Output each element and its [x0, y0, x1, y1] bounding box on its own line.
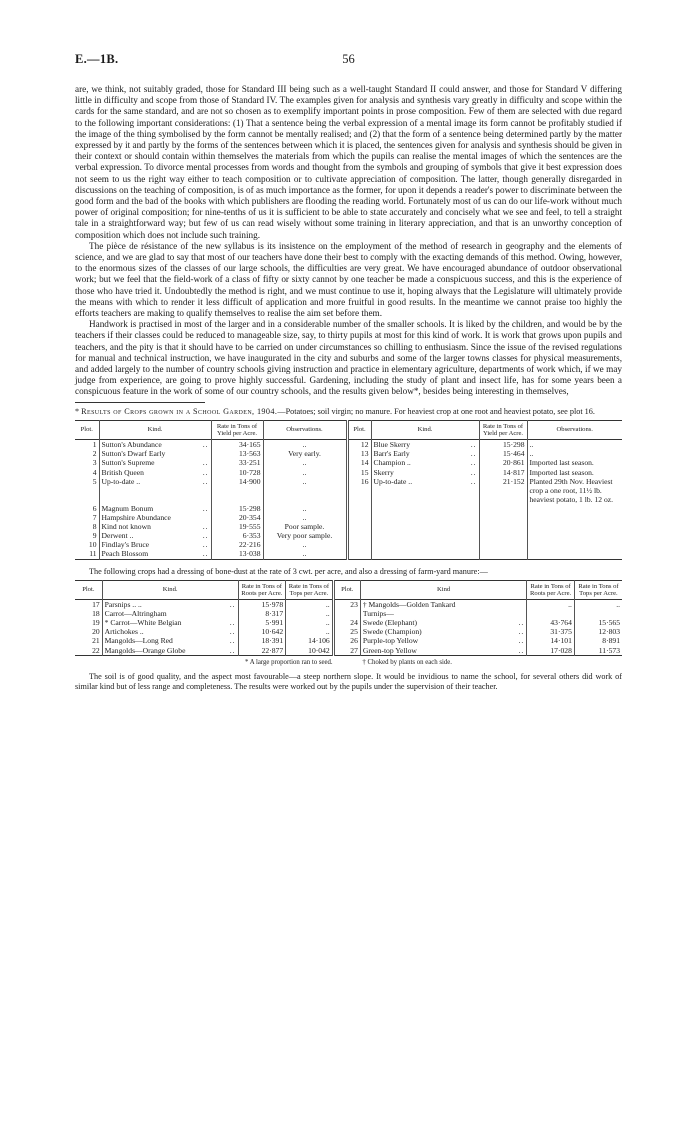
observation: .. [263, 513, 347, 522]
plot-number: 6 [92, 503, 97, 513]
plot-number: 10 [88, 540, 97, 550]
tops-value: .. [574, 600, 622, 610]
kind-label: Swede (Champion) [362, 627, 422, 637]
kind-label: Champion .. [373, 458, 411, 468]
kind-cell [102, 636, 238, 645]
kind-cell [99, 477, 211, 504]
kind-cell [371, 504, 479, 513]
kind-cell [99, 513, 211, 522]
potato-results-table [75, 420, 622, 560]
kind-label: Parsnips .. .. [104, 600, 142, 610]
observation [527, 540, 622, 549]
kind-cell [99, 531, 211, 540]
observation: Imported last season. [527, 468, 622, 477]
kind-cell [102, 618, 238, 627]
kind-label: Turnips— [362, 609, 394, 619]
col-observations: Observations. [263, 420, 347, 440]
footnote-seed: * A large proportion ran to seed. [244, 658, 333, 666]
table-row [75, 458, 622, 467]
leader-dots: .. [229, 636, 236, 646]
kind-label: Hampshire Abundance [101, 513, 171, 523]
col-plot: Plot. [82, 586, 95, 594]
kind-cell [371, 477, 479, 504]
observation: .. [263, 440, 347, 450]
plot-number: 25 [333, 627, 360, 636]
kind-label: Skerry [373, 467, 394, 477]
rate-value: 13·038 [211, 549, 263, 559]
table-row [75, 549, 622, 559]
table-row [75, 636, 622, 645]
kind-label: † Mangolds—Golden Tankard [362, 600, 456, 610]
table-row [75, 513, 622, 522]
closing-paragraph: The soil is of good quality, and the aspect most favourable—a steep northern slope. It would be invidious to name the school, for several others did work of similar kind but of less range and completeness. The results were worked out by the pupils under the supervision of their teacher. [75, 671, 622, 691]
rate-value: 15·298 [479, 440, 527, 450]
note-marker: * [75, 406, 82, 416]
tops-value [574, 609, 622, 618]
kind-label: British Queen [101, 467, 144, 477]
table-row [75, 504, 622, 513]
kind-cell [371, 549, 479, 559]
roots-value: 5·991 [238, 618, 286, 627]
col-kind-right: Kind. [371, 420, 479, 440]
col-rate: Rate in Tons of Yield per Acre. [211, 420, 263, 440]
rate-value [479, 522, 527, 531]
col-plot: Plot. [80, 426, 93, 434]
col-rate-right: Rate in Tons of Yield per Acre. [479, 420, 527, 440]
roots-value: 15·978 [238, 600, 286, 610]
potato-results-body [75, 440, 622, 559]
rate-value: 13·563 [211, 449, 263, 458]
kind-label: Green-top Yellow [362, 645, 417, 655]
plot-number: 14 [347, 458, 371, 467]
plot-number: 5 [92, 476, 97, 486]
leader-dots: .. [202, 503, 209, 513]
col-roots-right: Rate in Tons of Roots per Acre. [527, 580, 575, 600]
rate-value [479, 540, 527, 549]
table-row [75, 468, 622, 477]
kind-cell [102, 600, 238, 610]
rate-value: 22·216 [211, 540, 263, 549]
roots-results-table [75, 580, 622, 656]
kind-cell [371, 468, 479, 477]
kind-label: Blue Skerry [373, 440, 410, 450]
roots-value: 10·642 [238, 627, 286, 636]
kind-cell [99, 540, 211, 549]
leader-dots: .. [202, 540, 209, 550]
roots-value: 31·375 [527, 627, 575, 636]
kind-cell [99, 549, 211, 559]
plot-number: 8 [92, 522, 97, 532]
kind-cell [360, 600, 526, 610]
kind-label: Sutton's Abundance [101, 440, 162, 450]
plot-number: 12 [347, 440, 371, 450]
plot-number: 2 [92, 449, 97, 459]
table-row [75, 477, 622, 504]
roots-value: 22·877 [238, 646, 286, 656]
rate-value: 34·165 [211, 440, 263, 450]
table-header-row [75, 420, 622, 440]
kind-cell [360, 627, 526, 636]
leader-dots: .. [518, 645, 525, 655]
plot-number: 4 [92, 467, 97, 477]
rate-value [479, 531, 527, 540]
table-row [75, 618, 622, 627]
kind-label: Derwent .. [101, 531, 134, 541]
leader-dots: .. [202, 549, 209, 559]
kind-label: Magnum Bonum [101, 503, 154, 513]
table-header-row [75, 580, 622, 600]
observation: .. [263, 458, 347, 467]
observation: Planted 29th Nov. Heaviest crop a one root, 11½ lb. heaviest potato, 1 lb. 12 oz. [527, 477, 622, 504]
kind-label: Up-to-date .. [101, 476, 141, 486]
leader-dots: .. [470, 476, 477, 486]
plot-number: 19 [92, 618, 100, 628]
plot-number: 24 [333, 618, 360, 627]
kind-label: Peach Blossom [101, 549, 149, 559]
leader-dots: .. [202, 522, 209, 532]
roots-value: 18·391 [238, 636, 286, 645]
note-text: —Potatoes; soil virgin; no manure. For heaviest crop at one root and heaviest potato, see plot 16. [277, 406, 595, 416]
table-footnotes [75, 659, 622, 666]
kind-cell [371, 449, 479, 458]
col-kind-right: Kind [360, 580, 526, 600]
plot-number: 21 [92, 636, 100, 646]
rate-value: 14·817 [479, 468, 527, 477]
kind-label: Carrot—Altringham [104, 609, 167, 619]
rate-value: 20·354 [211, 513, 263, 522]
rate-value: 15·298 [211, 504, 263, 513]
observation [527, 513, 622, 522]
leader-dots: .. [229, 600, 236, 610]
tops-value: .. [286, 618, 334, 627]
plot-number [347, 549, 371, 559]
col-roots: Rate in Tons of Roots per Acre. [238, 580, 286, 600]
col-observations-right: Observations. [527, 420, 622, 440]
kind-cell [99, 458, 211, 467]
footnote-rule [75, 402, 205, 403]
col-tops: Rate in Tons of Tops per Acre. [286, 580, 334, 600]
kind-label: Findlay's Bruce [101, 540, 150, 550]
kind-cell [360, 609, 526, 618]
table-row [75, 627, 622, 636]
manure-note: The following crops had a dressing of bone-dust at the rate of 3 cwt. per acre, and also a dressing of farm-yard manure:— [89, 566, 488, 576]
kind-label: Barr's Early [373, 449, 410, 459]
kind-label: * Carrot—White Belgian [104, 618, 182, 628]
rate-value [479, 504, 527, 513]
kind-cell [99, 468, 211, 477]
col-plot-right: Plot. [347, 420, 371, 440]
plot-number: 13 [347, 449, 371, 458]
tops-value: 14·106 [286, 636, 334, 645]
table-row [75, 531, 622, 540]
rate-value [479, 549, 527, 559]
observation: Very poor sample. [263, 531, 347, 540]
kind-label: Kind not known [101, 522, 151, 532]
kind-cell [102, 646, 238, 656]
col-tops-right: Rate in Tons of Tops per Acre. [574, 580, 622, 600]
rate-value: 19·555 [211, 522, 263, 531]
kind-label: Sutton's Dwarf Early [101, 449, 166, 459]
tops-value: 11·573 [574, 646, 622, 656]
tops-value: 10·042 [286, 646, 334, 656]
observation: Very early. [263, 449, 347, 458]
leader-dots: .. [518, 618, 525, 628]
roots-value [527, 609, 575, 618]
kind-cell [99, 440, 211, 450]
kind-label: Purple-top Yellow [362, 636, 419, 646]
plot-number: 17 [92, 600, 100, 610]
kind-cell [371, 540, 479, 549]
rate-value: 15·464 [479, 449, 527, 458]
observation [527, 549, 622, 559]
col-kind: Kind. [102, 580, 238, 600]
leader-dots: .. [202, 476, 209, 486]
leader-dots: .. [229, 645, 236, 655]
plot-number [347, 540, 371, 549]
rate-value: 20·861 [479, 458, 527, 467]
observation [527, 522, 622, 531]
kind-cell [99, 449, 211, 458]
note-heading: Results of Crops grown in a School Garden, 1904. [81, 406, 278, 416]
plot-number: 22 [92, 645, 100, 655]
plot-number: 16 [347, 477, 371, 504]
plot-number: 23 [333, 600, 360, 610]
leader-dots: .. [518, 627, 525, 637]
observation: Imported last season. [527, 458, 622, 467]
table-row [75, 449, 622, 458]
rate-value: 21·152 [479, 477, 527, 504]
document-page [75, 52, 622, 700]
plot-number: 11 [89, 549, 97, 559]
rate-value: 6·353 [211, 531, 263, 540]
leader-dots: .. [470, 440, 477, 450]
plot-number: 1 [92, 440, 97, 450]
col-kind: Kind. [99, 420, 211, 440]
plot-number: 20 [92, 627, 100, 637]
rate-value: 14·900 [211, 477, 263, 504]
page-header [75, 52, 622, 76]
table-row [75, 540, 622, 549]
leader-dots: .. [470, 458, 477, 468]
leader-dots: .. [518, 636, 525, 646]
report-reference: E.—1B. [75, 52, 119, 66]
plot-number [333, 609, 360, 618]
plot-number: 9 [92, 531, 97, 541]
kind-label: Artichokes .. [104, 627, 144, 637]
kind-cell [99, 522, 211, 531]
leader-dots: .. [470, 449, 477, 459]
table-row [75, 522, 622, 531]
kind-label: Mangolds—Orange Globe [104, 645, 186, 655]
leader-dots: .. [470, 467, 477, 477]
page-number: 56 [342, 52, 355, 66]
observation [527, 531, 622, 540]
leader-dots: .. [202, 531, 209, 541]
leader-dots: .. [229, 618, 236, 628]
kind-cell [99, 504, 211, 513]
kind-cell [360, 636, 526, 645]
kind-cell [371, 522, 479, 531]
paragraph-handwork: Handwork is practised in most of the larger and in a considerable number of the smaller schools. It is liked by the children, and would be by the teachers if their classes could be reduced to manageable size, say, to thirty pupils at most for this kind of work. It is work that grows upon pupils and teachers, and the pity is that it should have to be carried on under circumstances so chilling to enthusiasm. Since the issue of the revised regulations for manual and technical instruction, we have inaugurated in the city and suburbs and some of the larger towns classes for physical measurements, and added largely to the number of country schools giving instruction and practice in elementary agriculture, departments of work which, if we may judge from experience, are going to prove highly successful. Gardening, including the study of plant and insect life, has for some years been a conspicuous feature in the work of some of our country schools, and the results given below*, besides being interesting in themselves, [75, 319, 622, 397]
plot-number: 3 [92, 458, 97, 468]
kind-cell [371, 440, 479, 450]
kind-cell [102, 609, 238, 618]
plot-number [347, 513, 371, 522]
rate-value: 33·251 [211, 458, 263, 467]
kind-cell [102, 627, 238, 636]
tops-value: 15·565 [574, 618, 622, 627]
kind-cell [371, 531, 479, 540]
col-plot-right: Plot. [333, 580, 360, 600]
plot-number: 27 [333, 646, 360, 656]
tops-value: .. [286, 627, 334, 636]
plot-number: 18 [92, 609, 100, 619]
rate-value: 10·728 [211, 468, 263, 477]
table-row [75, 646, 622, 656]
kind-label: Swede (Elephant) [362, 618, 418, 628]
leader-dots: .. [202, 467, 209, 477]
table-row [75, 600, 622, 610]
kind-label: Mangolds—Long Red [104, 636, 173, 646]
plot-number [347, 531, 371, 540]
kind-cell [371, 513, 479, 522]
plot-number: 7 [92, 513, 97, 523]
footnote-choked: † Choked by plants on each side. [362, 658, 453, 666]
roots-value: 43·764 [527, 618, 575, 627]
kind-label: Up-to-date .. [373, 476, 413, 486]
tops-value: 8·891 [574, 636, 622, 645]
paragraph-composition: are, we think, not suitably graded, those for Standard III being such as a well-taught Standard II could answer, and those for Standard V differing little in difficulty and scope from those of Standard IV. The examples given for analysis and synthesis vary greatly in difficulty and scope within the cards for the same standard, and are not so chosen as to exemplify important points in prose composition. Few of them are selected with due regard to the following important considerations: (1) That a sentence being the verbal expression of a mental image its form cannot be profitably studied if the image of the thing symbolised by the form cannot be mentally realised; and (2) that the form of a sentence being determined partly by the matter expressed by it and partly by the forms of the sentences between which it is placed, the sentences given for analysis and synthesis should be given in their context or should contain within themselves the materials from which the pupils can realise the mental images of which the sentences are the verbal expression. To divorce mental processes from words and thought from the symbols and grouping of symbols that give it best expression does not seem to us the right way either to teach composition or to cultivate appreciation of composition. The latter, though generally disregarded in discussions on the teaching of composition, is of as much importance as the former, for upon it depends a reader's power to discriminate between the good form and the bad of the books with which publishers are flooding the reading world. Fortunately most of us can do our life-work without much power of original composition; for nine-tenths of us it is sufficient to be able to state accurately and concisely what we see and feel, to tell a straight tale in a straightforward way; but few of us can read wisely without some training in literary appreciation, and that is an unworthy conception of composition which does not include such training. [75, 84, 622, 240]
tops-value: .. [286, 600, 334, 610]
body-text [75, 84, 622, 398]
leader-dots: .. [202, 458, 209, 468]
kind-cell [371, 458, 479, 467]
table-row [75, 440, 622, 450]
tops-value: .. [286, 609, 334, 618]
kind-cell [360, 618, 526, 627]
kind-label: Sutton's Supreme [101, 458, 155, 468]
observation: Poor sample. [263, 522, 347, 531]
leader-dots: .. [202, 440, 209, 450]
crop-results-note [75, 407, 622, 417]
observation: .. [263, 477, 347, 504]
kind-cell [360, 646, 526, 656]
plot-number: 26 [333, 636, 360, 645]
plot-number [347, 522, 371, 531]
observation: .. [263, 504, 347, 513]
plot-number [347, 504, 371, 513]
rate-value [479, 513, 527, 522]
tops-value: 12·803 [574, 627, 622, 636]
observation: .. [263, 468, 347, 477]
observation [527, 504, 622, 513]
table-row [75, 609, 622, 618]
roots-value: 8·317 [238, 609, 286, 618]
roots-value: 17·028 [527, 646, 575, 656]
observation: .. [527, 449, 622, 458]
observation: .. [263, 549, 347, 559]
roots-value: 14·101 [527, 636, 575, 645]
leader-dots: .. [229, 627, 236, 637]
roots-results-body [75, 600, 622, 656]
observation: .. [263, 540, 347, 549]
plot-number: 15 [347, 468, 371, 477]
paragraph-research-method: The pièce de résistance of the new syllabus is its insistence on the employment of the method of research in geography and the elements of science, and we are glad to say that most of our teachers have done their best to comply with the exacting demands of this method. Owing, however, to the enormous sizes of the classes of our large schools, the difficulties are very great. We have encouraged abundance of outdoor observational work; but we feel that the field-work of a class of fifty or sixty cannot by one teacher be made a conspicuous success, and this is the experience of those who have tried it. Undoubtedly the method is right, and we must continue to use it, hoping always that the Legislature will ultimately provide the means with which to render it less difficult of application and more fruitful in good results. In the meantime we cannot praise too highly the efforts teachers are making to qualify themselves to realise the aim set before them. [75, 240, 622, 319]
observation: .. [527, 440, 622, 450]
roots-value: .. [527, 600, 575, 610]
